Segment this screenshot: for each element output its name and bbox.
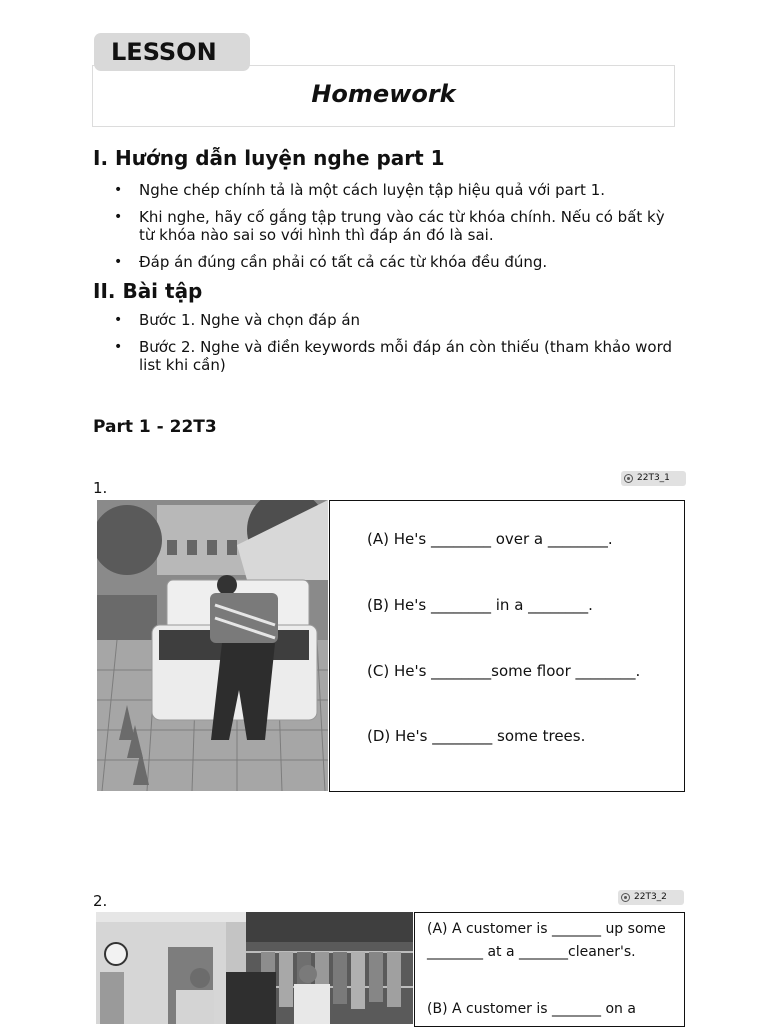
question-1-answer-box (329, 500, 685, 792)
audio-badge-2[interactable] (618, 890, 684, 905)
audio-label: 22T3_2 (634, 892, 667, 902)
page-title: Homework (311, 80, 456, 108)
option-b: (B) A customer is _______ on a (427, 1001, 636, 1017)
list-item: • Đáp án đúng cần phải có tất cả các từ khóa đều đúng. (93, 253, 683, 271)
audio-label: 22T3_1 (637, 473, 670, 483)
question-2-answer-box (414, 912, 685, 1027)
option-a: (A) He's ________ over a ________. (367, 530, 613, 548)
option-c: (C) He's ________some floor ________. (367, 662, 641, 680)
part-title: Part 1 - 22T3 (93, 417, 217, 437)
list-item: • Nghe chép chính tả là một cách luyện tập hiệu quả với part 1. (93, 181, 683, 199)
section-2-heading: II. Bài tập (93, 279, 203, 303)
list-item: • Khi nghe, hãy cố gắng tập trung vào các từ khóa chính. Nếu có bất kỳ từ khóa nào sai so với hình thì đáp án đó là sai. (93, 208, 683, 244)
question-2-photo (96, 912, 413, 1024)
audio-badge-1[interactable] (621, 471, 686, 486)
list-item: • Bước 2. Nghe và điền keywords mỗi đáp án còn thiếu (tham khảo word list khi cần) (93, 338, 683, 374)
lesson-label: LESSON (94, 33, 250, 71)
cd-icon (624, 474, 633, 483)
option-b: (B) He's ________ in a ________. (367, 596, 593, 614)
option-a: (A) A customer is _______ up some ________ at a _______cleaner's. (427, 921, 666, 960)
question-2-number: 2. (93, 892, 108, 910)
section-1-list (93, 181, 683, 280)
section-1-heading: I. Hướng dẫn luyện nghe part 1 (93, 146, 445, 170)
cd-icon (621, 893, 630, 902)
question-1-number: 1. (93, 479, 108, 497)
question-1-photo (97, 500, 328, 791)
option-d: (D) He's ________ some trees. (367, 727, 586, 745)
list-item: • Bước 1. Nghe và chọn đáp án (93, 311, 683, 329)
section-2-list (93, 311, 683, 383)
